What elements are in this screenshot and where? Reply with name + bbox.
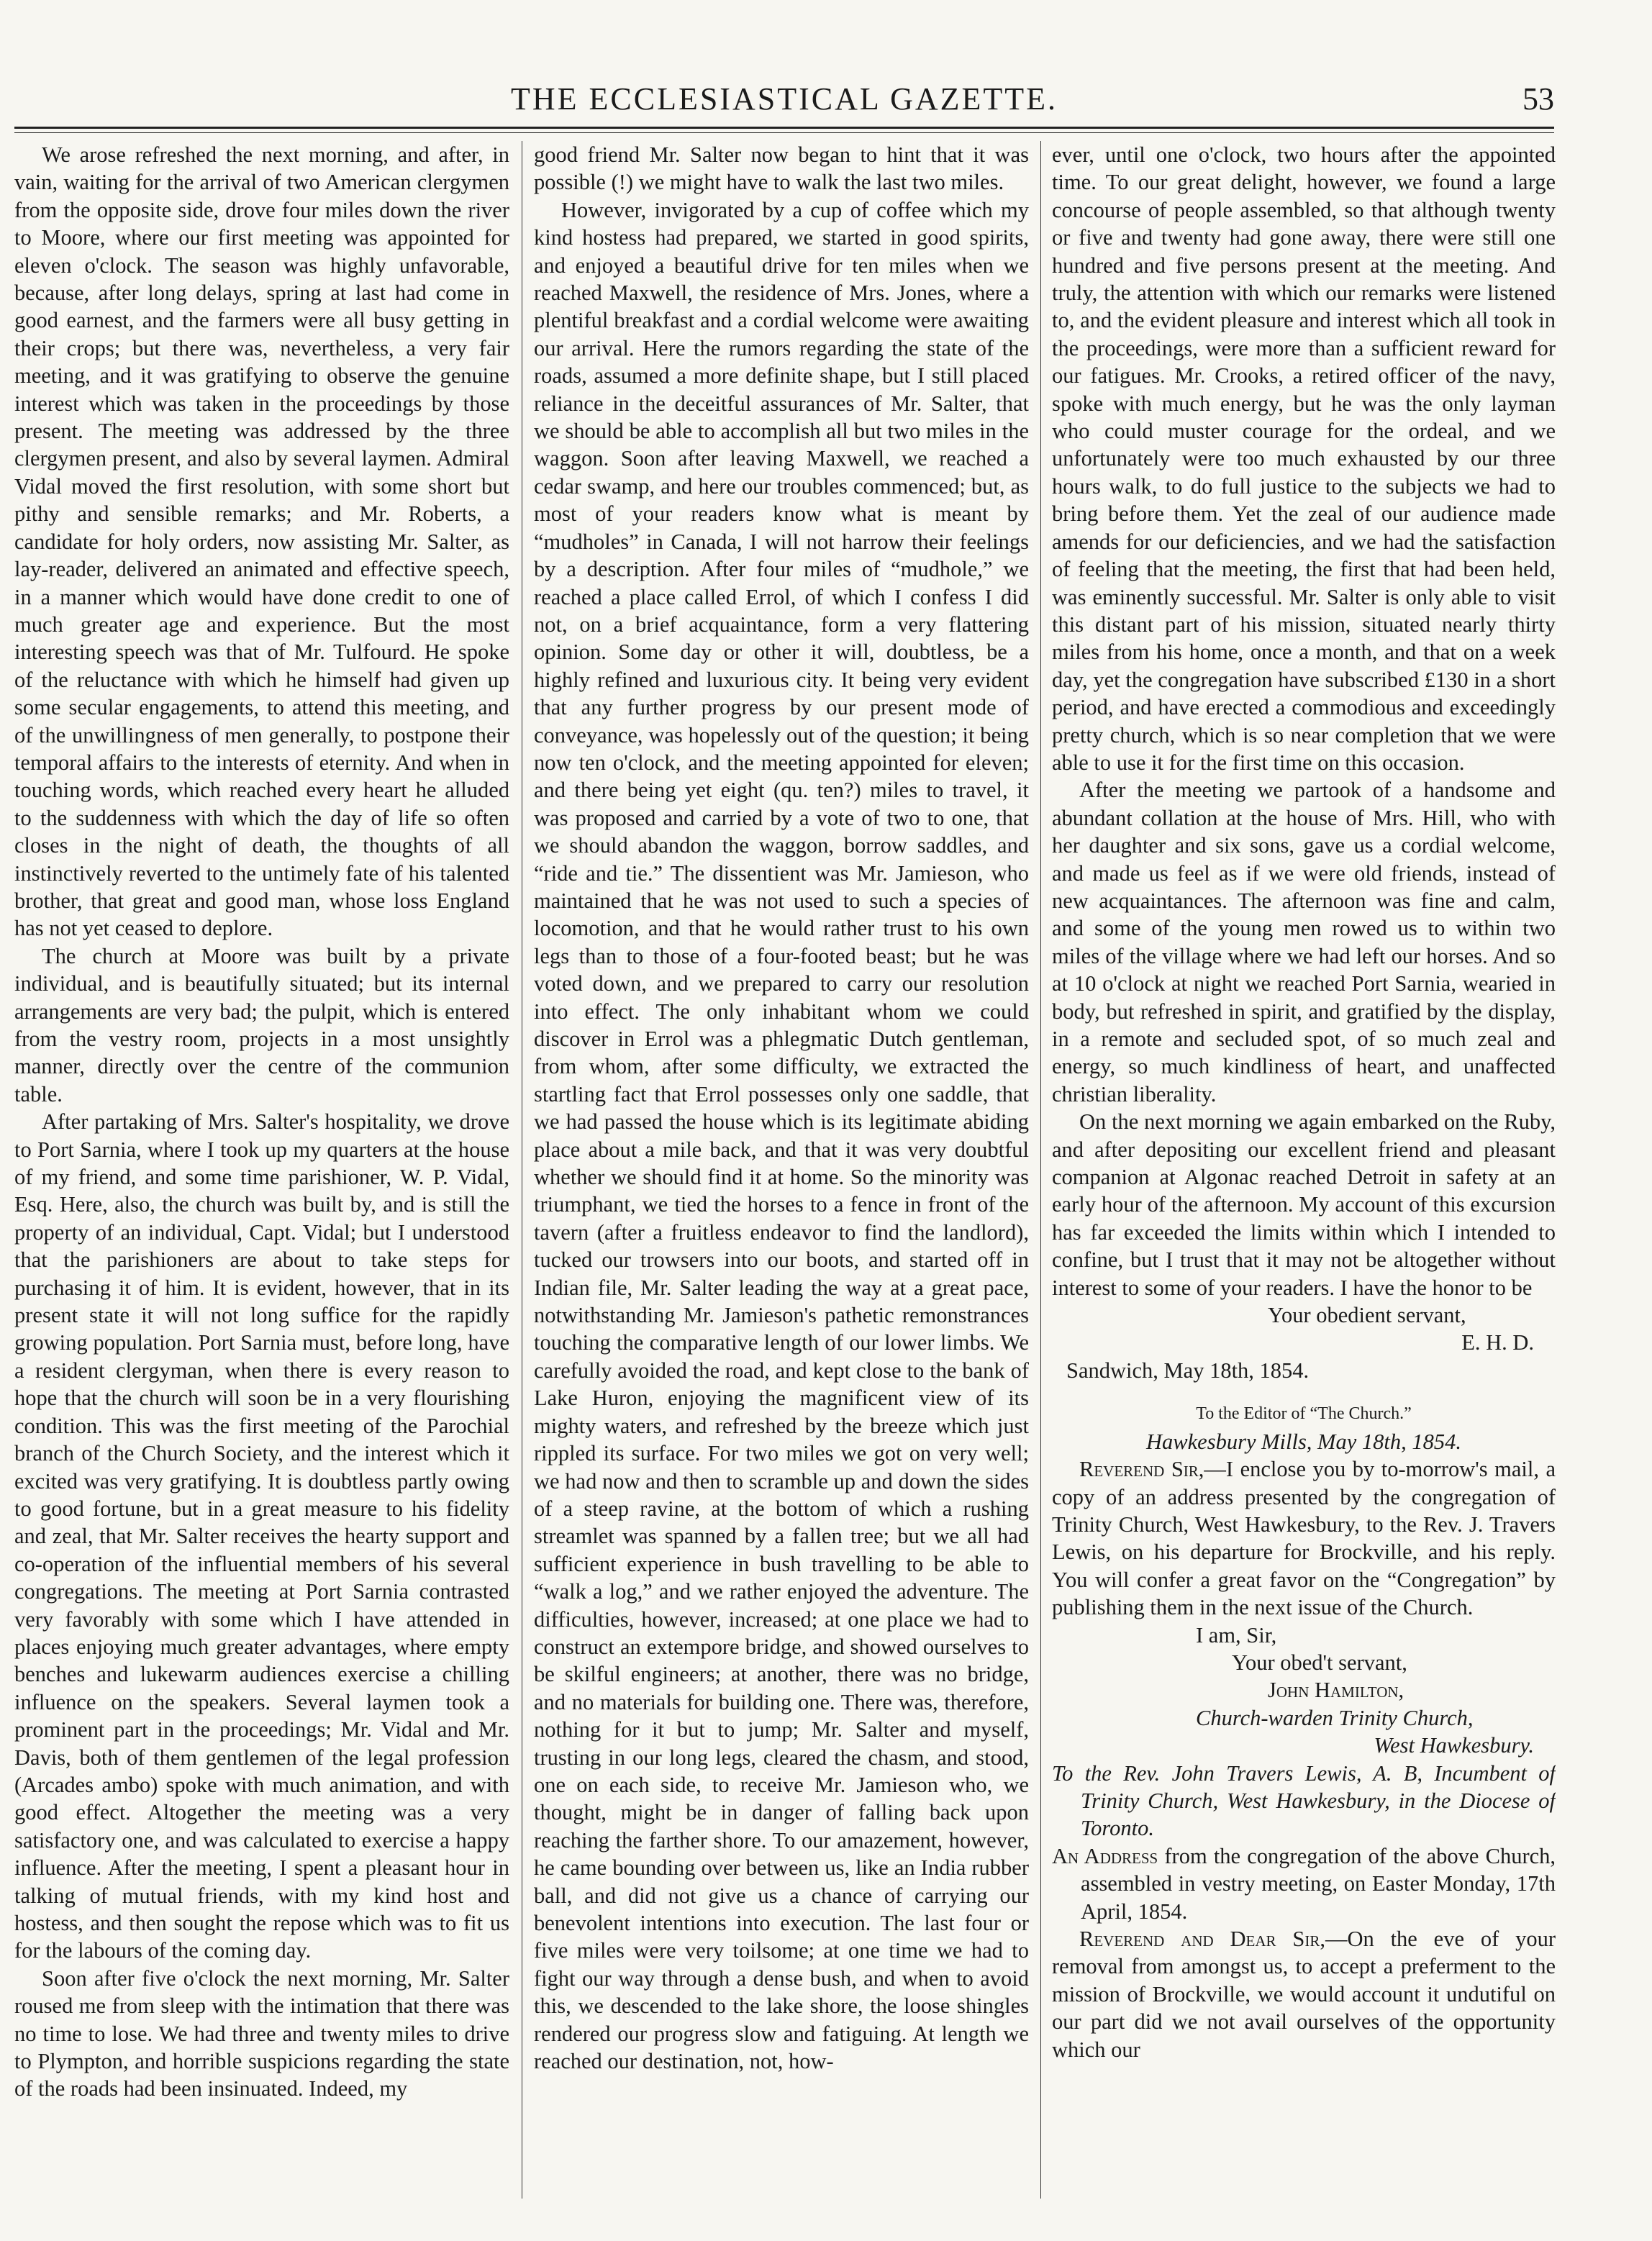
signoff: I am, Sir, bbox=[1196, 1622, 1277, 1647]
signer-role: Church-warden Trinity Church, bbox=[1196, 1705, 1474, 1730]
header-rule bbox=[14, 127, 1554, 129]
letter-initials: E. H. D. bbox=[1461, 1330, 1534, 1355]
paragraph: The church at Moore was built by a private individual, and is beautifully situated; but its internal arrangements are very bad; the pulpit, which is entered from the vestry room, projects in a most unsightly manner, directly over the centre of the communion table. bbox=[14, 943, 509, 1106]
header-rule-thin bbox=[14, 132, 1554, 133]
address-label: An Address bbox=[1052, 1843, 1158, 1868]
page-number: 53 bbox=[1522, 81, 1554, 117]
address-body: —On the eve of your removal from amongst us, to accept a preferment to the mission of Brockville, we would account it undutiful on our part did we not avail ourselves of the opportunity which our bbox=[1052, 1927, 1556, 2062]
paragraph: After partaking of Mrs. Salter's hospitality, we drove to Port Sarnia, where I took up my quarters at the house of my friend, and some time parishioner, W. P. Vidal, Esq. Here, also, the church was built by, and is still the property of an individual, Capt. Vidal; but I understood that the parishioners are about to take steps for purchasing it of him. It is evident, however, that in its present state it will not long suffice for the rapidly growing population. Port Sarnia must, before long, have a resident clergyman, when there is every reason to hope that the church will soon be in a very flourishing condition. This was the first meeting of the Parochial branch of the Church Society, and the interest which it excited was very gratifying. It is doubtless partly owing to good fortune, but in a great measure to his fidelity and zeal, that Mr. Salter receives the hearty support and co-operation of the influential members of his several congregations. The meeting at Port Sarnia contrasted very favorably with some which I have attended in places enjoying much greater advantages, where empty benches and lukewarm audiences exercise a chilling influence on the speakers. Several laymen took a prominent part in the proceedings; Mr. Vidal and Mr. Davis, both of them gentlemen of the legal profession (Arcades ambo) spoke with much animation, and with good effect. Altogether the meeting was a very satisfactory one, and was calculated to exercise a happy influence. After the meeting, I spent a pleasant hour in talking of mutual friends, with my kind host and hostess, and then sought the repose which was to fit us for the labours of the coming day. bbox=[14, 1109, 509, 1963]
column-2 bbox=[534, 141, 1029, 2199]
signoff: Your obed't servant, bbox=[1232, 1650, 1407, 1675]
paragraph: Soon after five o'clock the next morning, Mr. Salter roused me from sleep with the intimation that there was no time to lose. We had three and twenty miles to drive to Plympton, and horrible suspicions regarding the state of the roads had been insinuated. Indeed, my bbox=[14, 1965, 509, 2101]
page-title: THE ECCLESIASTICAL GAZETTE. bbox=[510, 81, 1058, 117]
address-description: from the congregation of the above Church, assembled in vestry meeting, on Easter Monday, 17th April, 1854. bbox=[1081, 1843, 1556, 1924]
column-1 bbox=[14, 141, 509, 2199]
letter-dateline: Sandwich, May 18th, 1854. bbox=[1066, 1358, 1310, 1383]
letter-place-date: Hawkesbury Mills, May 18th, 1854. bbox=[1146, 1429, 1461, 1454]
paragraph: On the next morning we again embarked on the Ruby, and after depositing our excellent friend and pleasant companion at Algonac reached Detroit in safety at an early hour of the afternoon. My account of this excursion has far exceeded the limits within which I intended to confine, but I trust that it may not be altogether without interest to some of your readers. I have the honor to be bbox=[1052, 1109, 1556, 1300]
column-divider bbox=[1040, 141, 1041, 2199]
paragraph: After the meeting we partook of a handsome and abundant collation at the house of Mrs. Hill, who with her daughter and six sons, gave us a cordial welcome, and made us feel as if we were old friends, instead of new acquaintances. The afternoon was fine and calm, and some of the young men rowed us to within two miles of the village where we had left our horses. And so at 10 o'clock at night we reached Port Sarnia, wearied in body, but refreshed in spirit, and gratified by the display, in a remote and secluded spot, of so much zeal and energy, so much kindliness of heart, and unaffected christian liberality. bbox=[1052, 778, 1556, 1106]
addressee: To the Rev. John Travers Lewis, A. B, Incumbent of Trinity Church, West Hawkesbury, in the Diocese of Toronto. bbox=[1052, 1760, 1556, 1841]
letter-closing: Your obedient servant, bbox=[1268, 1303, 1466, 1328]
signer-place: West Hawkesbury. bbox=[1374, 1733, 1534, 1758]
masthead bbox=[14, 81, 1554, 124]
column-3 bbox=[1052, 141, 1556, 2199]
salutation: Reverend and Dear Sir, bbox=[1079, 1927, 1325, 1951]
paragraph: ever, until one o'clock, two hours after the appointed time. To our great delight, however, we found a large concourse of people assembled, so that although twenty or five and twenty had gone away, there were still one hundred and five persons present at the meeting. And truly, the attention with which our remarks were listened to, and the evident pleasure and interest which all took in the proceedings, were more than a sufficient reward for our fatigues. Mr. Crooks, a retired officer of the navy, spoke with much energy, but he was the only layman who could muster courage for the ordeal, and we unfortunately were too much exhausted by our three hours walk, to do full justice to the subjects we had to bring before them. Yet the zeal of our audience made amends for our deficiencies, and we had the satisfaction of feeling that the meeting, the first that had been held, was eminently successful. Mr. Salter is only able to visit this distant part of his mission, situated nearly thirty miles from his home, once a month, and that on a week day, yet the congregation have subscribed £130 in a short period, and have erected a commodious and exceedingly pretty church, which is so near completion that we were able to use it for the first time on this occasion. bbox=[1052, 142, 1556, 775]
paragraph: However, invigorated by a cup of coffee which my kind hostess had prepared, we started in good spirits, and enjoyed a beautiful drive for ten miles when we reached Maxwell, the residence of Mrs. Jones, where a plentiful breakfast and a cordial welcome were awaiting our arrival. Here the rumors regarding the state of the roads, assumed a more definite shape, but I still placed reliance in the deceitful assurances of Mr. Salter, that we should be able to accomplish all but two miles in the waggon. Soon after leaving Maxwell, we reached a cedar swamp, and here our troubles commenced; but, as most of your readers know what is meant by “mudholes” in Canada, I will not harrow their feelings by a description. After four miles of “mudhole,” we reached a place called Errol, of which I confess I did not, on a brief acquaintance, form a very flattering opinion. Some day or other it will, doubtless, be a highly refined and luxurious city. It being very evident that any further progress by our present mode of conveyance, was hopelessly out of the question; it being now ten o'clock, and the meeting appointed for eleven; and there being yet eight (qu. ten?) miles to travel, it was proposed and carried by a vote of two to one, that we should abandon the waggon, borrow saddles, and “ride and tie.” The dissentient was Mr. Jamieson, who maintained that he was not used to such a species of locomotion, and that he would rather trust to his own legs than to those of a four-footed beast; but he was voted down, and we prepared to carry our resolution into effect. The only inhabitant whom we could discover in Errol was a phlegmatic Dutch gentleman, from whom, after some difficulty, we extracted the startling fact that Errol possesses only one saddle, that we had passed the house which is its legitimate abiding place about a mile back, and that it was very doubtful whether we should find it at home. So the minority was triumphant, we tied the horses to a fence in front of the tavern (after a fruitless endeavor to find the landlord), tucked our trowsers into our boots, and started off in Indian file, Mr. Salter leading the way at a great pace, notwithstanding Mr. Jamieson's pathetic remonstrances touching the comparative length of our lower limbs. We carefully avoided the road, and kept close to the bank of Lake Huron, enjoying the magnificent view of its mighty waters, and refreshed by the breeze which just rippled its surface. For two miles we got on very well; we had now and then to scramble up and down the sides of a steep ravine, at the bottom of which a rushing streamlet was spanned by a fallen tree; but we all had sufficient experience in bush travelling to be able to “walk a log,” and we rather enjoyed the adventure. The difficulties, however, increased; at one place we had to construct an extempore bridge, and showed ourselves to be skilful engineers; at another, there was no bridge, and no materials for building one. There was, therefore, nothing for it but to jump; Mr. Salter and myself, trusting in our long legs, cleared the chasm, and stood, one on each side, to receive Mr. Jamieson who, we thought, might be in danger of falling back upon reaching the farther shore. To our amazement, however, he came bounding over between us, like an India rubber ball, and did not give us a chance of carrying our benevolent intentions into execution. The last four or five miles were very toilsome; at one time we had to fight our way through a dense bush, and when to avoid this, we descended to the lake shore, the loose shingles rendered our progress slow and fatiguing. At length we reached our destination, not, how- bbox=[534, 197, 1029, 2074]
section-heading: To the Editor of “The Church.” bbox=[1196, 1404, 1412, 1424]
signer-name: John Hamilton, bbox=[1268, 1678, 1404, 1703]
paragraph: good friend Mr. Salter now began to hint that it was possible (!) we might have to walk the last two miles. bbox=[534, 142, 1029, 195]
salutation: Reverend Sir, bbox=[1079, 1457, 1204, 1482]
paragraph: We arose refreshed the next morning, and after, in vain, waiting for the arrival of two American clergymen from the opposite side, drove four miles down the river to Moore, where our first meeting was appointed for eleven o'clock. The season was highly unfavorable, because, after long delays, spring at last had come in good earnest, and the farmers were all busy getting in their crops; but there was, nevertheless, a very fair meeting, and it was gratifying to observe the genuine interest which was taken in the proceedings by those present. The meeting was addressed by the three clergymen present, and also by several laymen. Admiral Vidal moved the first resolution, with some short but pithy and sensible remarks; and Mr. Roberts, a candidate for holy orders, now assisting Mr. Salter, as lay-reader, delivered an animated and effective speech, in a manner which would have done credit to one of much greater age and experience. But the most interesting speech was that of Mr. Tulfourd. He spoke of the reluctance with which he himself had given up some secular engagements, to attend this meeting, and of the unwillingness of men generally, to postpone their temporal affairs to the interests of eternity. And when in touching words, which reached every heart he alluded to the suddenness with which the day of life so often closes in the night of death, the thoughts of all instinctively reverted to the untimely fate of his talented brother, that great and good man, whose loss England has not yet ceased to deplore. bbox=[14, 142, 509, 941]
letter-body: —I enclose you by to-morrow's mail, a copy of an address presented by the congregation of Trinity Church, West Hawkesbury, to the Rev. J. Travers Lewis, on his departure for Brockville, and his reply. You will confer a great favor on the “Congregation” by publishing them in the next issue of the Church. bbox=[1052, 1457, 1556, 1620]
